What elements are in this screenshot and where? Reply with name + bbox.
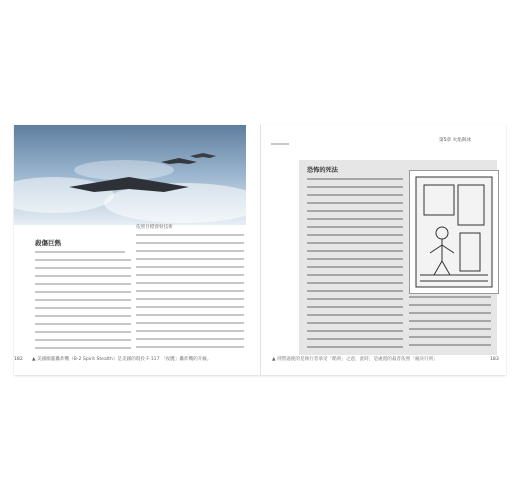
right-page-number: 183 bbox=[490, 357, 499, 362]
running-head: 第5章 火焰與冰 bbox=[439, 138, 471, 143]
stealth-bomber-photo bbox=[14, 125, 246, 225]
gutter bbox=[260, 125, 261, 375]
left-page-caption: ▲ 美國幽靈轟炸機（B-2 Spirit Stealth）是美國的現役 F-117 「夜鷹」轟炸機的升級。 bbox=[32, 357, 212, 362]
sidebar-title: 恐怖的死法 bbox=[307, 167, 338, 174]
photo-caption-right: 依照目標發射技術 bbox=[136, 225, 173, 230]
section-title: 殺傷巨熱 bbox=[35, 239, 61, 247]
execution-woodcut-illustration bbox=[409, 170, 499, 294]
left-page-number: 182 bbox=[14, 357, 23, 362]
sky-image bbox=[14, 125, 246, 225]
book-spread bbox=[14, 125, 506, 375]
right-page-caption: ▲ 刑罰逼使的是執行者承受「酷刑」之意，此時，是處置的殺者依照「處決行刑」 bbox=[272, 357, 438, 362]
